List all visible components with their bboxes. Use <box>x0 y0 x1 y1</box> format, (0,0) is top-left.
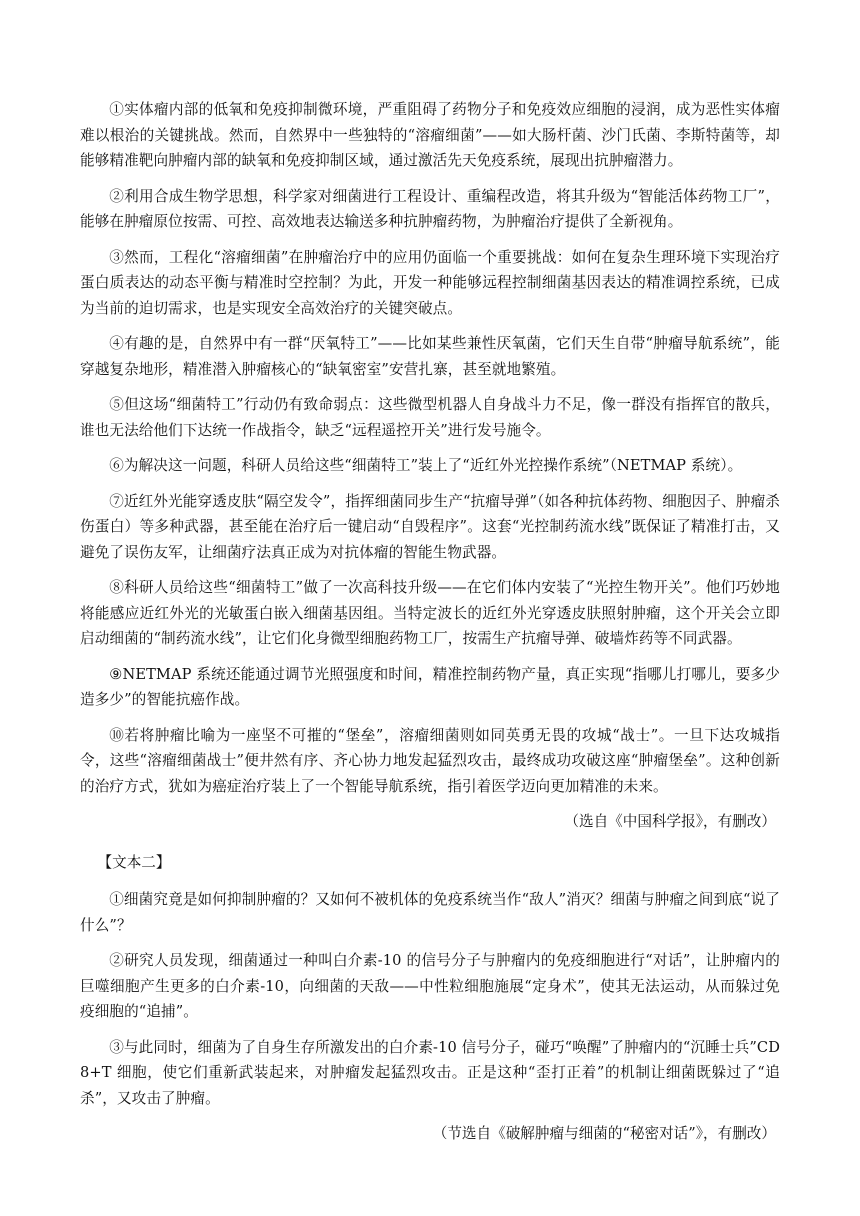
paragraph-5: ⑤但这场“细菌特工”行动仍有致命弱点：这些微型机器人自身战斗力不足，像一群没有指挥官的散兵，谁也无法给他们下达统一作战指令，缺乏“远程遥控开关”进行发号施令。 <box>80 396 780 439</box>
paragraph-2: ②利用合成生物学思想，科学家对细菌进行工程设计、重编程改造，将其升级为“智能活体药物工厂”，能够在肿瘤原位按需、可控、高效地表达输送多种抗肿瘤药物，为肿瘤治疗提供了全新视角。 <box>80 187 780 230</box>
paragraph-1: ①实体瘤内部的低氧和免疫抑制微环境，严重阻碍了药物分子和免疫效应细胞的浸润，成为恶性实体瘤难以根治的关键挑战。然而，自然界中一些独特的“溶瘤细菌”——如大肠杆菌、沙门氏菌、李斯特菌等，却能够精准靶向肿瘤内部的缺氧和免疫抑制区域，通过激活先天免疫系统，展现出抗肿瘤潜力。 <box>80 101 780 169</box>
source-citation-1: （选自《中国科学报》，有删改） <box>564 813 776 830</box>
text-two-heading: 【文本二】 <box>97 854 171 871</box>
text-two <box>80 850 780 1146</box>
paragraph-7: ⑦近红外光能穿透皮肤“隔空发令”，指挥细菌同步生产“抗瘤导弹”（如各种抗体药物、细胞因子、肿瘤杀伤蛋白）等多种武器，甚至能在治疗后一键启动“自毁程序”。这套“光控制药流水线”既保证了精准打击，又避免了误伤友军，让细菌疗法真正成为对抗体瘤的智能生物武器。 <box>80 492 780 561</box>
text-two-paragraph-1: ①细菌究竟是如何抑制肿瘤的？又如何不被机体的免疫系统当作“敌人”消灭？细菌与肿瘤之间到底“说了什么”？ <box>80 891 780 934</box>
paragraph-9: ⑨NETMAP 系统还能通过调节光照强度和时间，精准控制药物产量，真正实现“指哪儿打哪儿，要多少造多少”的智能抗癌作战。 <box>80 665 780 708</box>
text-two-paragraph-2: ②研究人员发现，细菌通过一种叫白介素-10 的信号分子与肿瘤内的免疫细胞进行“对话”，让肿瘤内的巨噬细胞产生更多的白介素-10，向细菌的天敌——中性粒细胞施展“定身术”，使其无法运动，从而躲过免疫细胞的“追捕”。 <box>80 952 780 1020</box>
document-page <box>80 97 780 1162</box>
paragraph-4: ④有趣的是，自然界中有一群“厌氧特工”——比如某些兼性厌氧菌，它们天生自带“肿瘤导航系统”，能穿越复杂地形，精准潜入肿瘤核心的“缺氧密室”安营扎寨，甚至就地繁殖。 <box>80 335 780 378</box>
source-citation-2: （节选自《破解肿瘤与细菌的“秘密对话”》，有删改） <box>432 1125 776 1142</box>
paragraph-6: ⑥为解决这一问题，科研人员给这些“细菌特工”装上了“近红外光控操作系统”（NETMAP 系统）。 <box>109 457 743 474</box>
text-two-paragraph-3: ③与此同时，细菌为了自身生存所激发出的白介素-10 信号分子，碰巧“唤醒”了肿瘤内的“沉睡士兵”CD8+T 细胞，使它们重新武装起来，对肿瘤发起猛烈攻击。正是这种“歪打正着”的机制让细菌既躲过了“追杀”，又攻击了肿瘤。 <box>80 1038 780 1107</box>
text-one <box>80 97 780 834</box>
paragraph-3: ③然而，工程化“溶瘤细菌”在肿瘤治疗中的应用仍面临一个重要挑战：如何在复杂生理环境下实现治疗蛋白质表达的动态平衡与精准时空控制？为此，开发一种能够远程控制细菌基因表达的精准调控系统，已成为当前的迫切需求，也是实现安全高效治疗的关键突破点。 <box>80 248 780 317</box>
paragraph-8: ⑧科研人员给这些“细菌特工”做了一次高科技升级——在它们体内安装了“光控生物开关”。他们巧妙地将能感应近红外光的光敏蛋白嵌入细菌基因组。当特定波长的近红外光穿透皮肤照射肿瘤，这个开关会立即启动细菌的“制药流水线”，让它们化身微型细胞药物工厂，按需生产抗瘤导弹、破墙炸药等不同武器。 <box>80 579 780 647</box>
paragraph-10: ⑩若将肿瘤比喻为一座坚不可摧的“堡垒”，溶瘤细菌则如同英勇无畏的攻城“战士”。一旦下达攻城指令，这些“溶瘤细菌战士”便井然有序、齐心协力地发起猛烈攻击，最终成功攻破这座“肿瘤堡垒”。这种创新的治疗方式，犹如为癌症治疗装上了一个智能导航系统，指引着医学迈向更加精准的未来。 <box>80 726 780 795</box>
